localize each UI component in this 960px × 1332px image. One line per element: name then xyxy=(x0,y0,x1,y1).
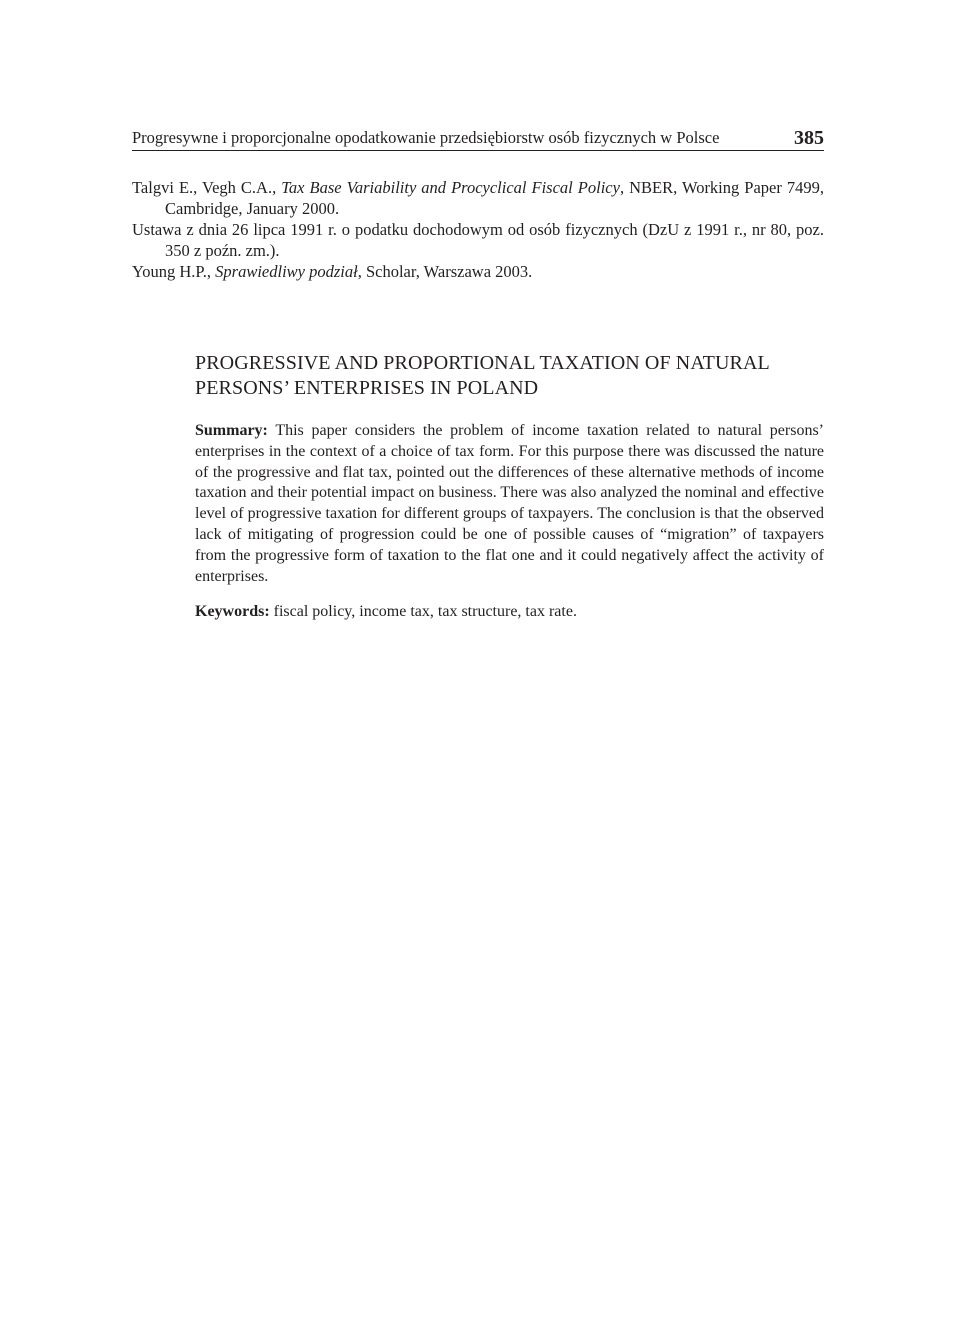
summary-label: Summary: xyxy=(195,422,268,439)
summary-text: This paper considers the problem of income taxation related to natural persons’ enterprises in the context of a choice of tax form. For this purpose there was discussed the nature of the progressive and flat tax, pointed out the differences of these alternative methods of income taxation and their potential impact on business. There was also analyzed the nominal and effective level of progressive taxation for different groups of taxpayers. The conclusion is that the observed lack of mitigating of progression could be one of possible causes of “migration” of taxpayers from the progressive form of taxation to the flat one and it could negatively affect the activity of enterprises. xyxy=(195,422,824,585)
reference-text: Ustawa z dnia 26 lipca 1991 r. o podatku dochodowym od osób fizycznych (DzU z 1991 r., nr 80, poz. 350 z poźn. zm.). xyxy=(132,220,824,260)
reference-text: , Scholar, Warszawa 2003. xyxy=(357,262,533,281)
reference-title: Sprawiedliwy podział xyxy=(215,262,358,281)
keywords-text: fiscal policy, income tax, tax structure, tax rate. xyxy=(273,603,577,620)
reference-item xyxy=(132,219,824,261)
running-header xyxy=(132,124,824,151)
keywords-paragraph xyxy=(195,601,824,622)
reference-text: , NBER, Working Paper 7499, Cambridge, January 2000. xyxy=(165,178,825,218)
page-number: 385 xyxy=(794,127,824,149)
reference-text: Talgvi E., Vegh C.A., xyxy=(132,178,282,197)
reference-title: Tax Base Variability and Procyclical Fiscal Policy xyxy=(281,178,620,197)
reference-text: Young H.P., xyxy=(132,262,216,281)
running-title: Progresywne i proporcjonalne opodatkowanie przedsiębiorstw osób fizycznych w Polsce xyxy=(132,128,720,147)
reference-item xyxy=(132,261,824,282)
summary-paragraph xyxy=(195,421,824,587)
section-title: PROGRESSIVE AND PROPORTIONAL TAXATION OF NATURAL PERSONS’ ENTERPRISES IN POLAND xyxy=(195,352,770,399)
keywords-label: Keywords: xyxy=(195,603,270,620)
reference-item xyxy=(132,177,824,219)
reference-list xyxy=(132,177,824,282)
